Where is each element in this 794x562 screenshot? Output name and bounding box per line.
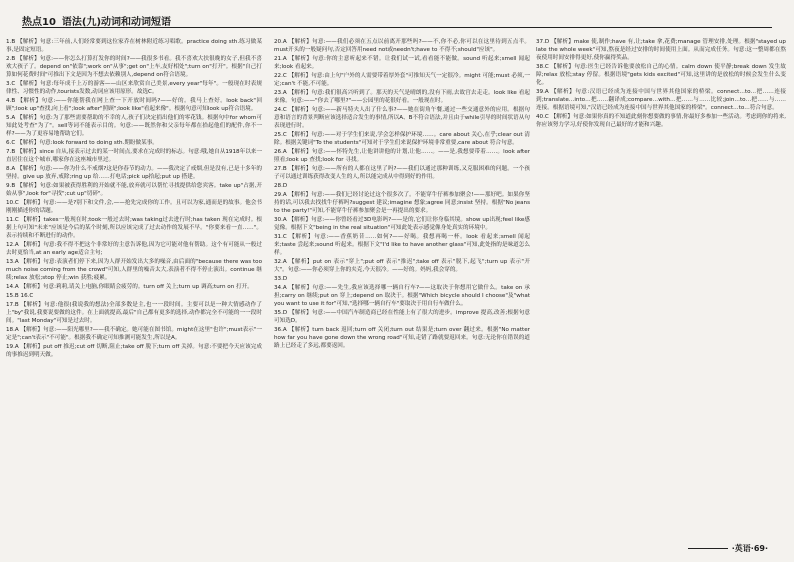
answer-explanation: 37.D 【解析】make 使,制作;have 有,让;take 拿,花费;manage 管理安排,处理。根据"stayed up late the whole week"可知,熬夜是经过安排的时间使用上面。从而完成任务。句意:这一整周都在熬夜使用时间安排得更好,使你赢得奖品。 bbox=[536, 39, 786, 61]
answer-explanation: 12.A 【解析】句意:我不得不把这个非常好的主意告诉他,因为它可能对他有帮助。这个有可能从一般过去时更恰当,at an early age适合主句; bbox=[6, 242, 262, 256]
answer-explanation: 33.D bbox=[274, 276, 288, 282]
answer-explanation: 39.A 【解析】句意:汉语已经成为连接中国与世界其他国家的桥梁。connect…to…把……连接到;translate…into…把……翻译成;compare…with…把……与……比较;join…to…把……与……连接。根据语境可知,"汉语已经成为连接中国与世界其他国家的桥梁"。connect…to…符合句意。 bbox=[536, 89, 786, 111]
answer-explanation: 6.C 【解析】句意:look forward to doing sth.期盼做某事。 bbox=[6, 140, 158, 146]
answer-explanation: 8.A 【解析】句意:——你为什么不戒烟?这是你春节的动力。——我决定了戒烟,但是没有,已是十多年的坚持。give up 放弃,戒除;ring up 给……打电话;pick up拾起;put up 搭建。 bbox=[6, 166, 262, 180]
answer-explanation: 40.C 【解析】句意:如果你真的不知道此刻你想要做的事情,你最好多参加一些活动。考虑到你的将来,你应该努力学习,好使你发现自己最好的才能和兴趣。 bbox=[536, 114, 786, 128]
answer-explanation: 28.D bbox=[274, 183, 288, 189]
answer-explanation: 2.B 【解析】句意:——你怎么打算打发你的时间?——我很多书看。我不喜欢大扶很晚的女子,但我不喜欢大孩子了。depend on"依靠";work on"从事";get on"上车,友好相处";turn on"打开"。根据"自己打算如何花费时间"可推出下文是因为不想去依赖别人,depend on符合语境。 bbox=[6, 56, 262, 78]
column-left bbox=[6, 38, 262, 543]
answer-explanation: 35.D 【解析】句意:——中国汽车制造商已经在性能上有了很大的进步。improve 提高,改善;根据句意可知选D。 bbox=[274, 310, 530, 324]
answer-explanation: 15.B 16.C bbox=[6, 293, 34, 299]
answer-explanation: 19.A 【解析】put off 推迟;cut off 切断,阻止;take off 脱下;turn off 关掉。句意:不要把今天应该完成的事推迟到明天做。 bbox=[6, 344, 262, 358]
answer-explanation: 24.C 【解析】句意:——新马特夫人出了什么事?——她在街角午餐,通过一些交通意外的应用。根据句意和语言的背景判断应该选择适合发生的事情,所以A、B不符合语法,并且由于while引导的时间状语从句表现进行时。 bbox=[274, 107, 530, 129]
answer-explanation: 26.A 【解析】句意:——怀特先生,让他讲讲他的计划,让他……。——是,我想要带着……。look after 照看;look up 查找;look for 寻找。 bbox=[274, 149, 530, 163]
column-middle bbox=[274, 38, 530, 543]
answer-explanation: 32.A 【解析】put on 表示"穿上";put off 表示"推迟";take off 表示"脱下,起飞";turn up 表示"开大"。句意:——你必须穿上你的夹克,今天很冷。——好的。妈妈,我会穿的。 bbox=[274, 259, 530, 273]
column-right bbox=[536, 38, 786, 543]
answer-explanation: 1.B 【解析】句意:三年前,人们经常要到这位家乔在树林附近练习唱歌。practice doing sth.练习做某事,是固定短语。 bbox=[6, 39, 262, 53]
answer-explanation: 10.C 【解析】句意:——是?别下和文件,会,——抢先完成你的工作。且可以为家,通而是的故事。他会书刚刚描述你的话题。 bbox=[6, 200, 262, 214]
answer-explanation: 18.A 【解析】句意:——阳光哪里?——我不确定。她可能在图书馆。might在这里"也许";must表示"一定是";can't表示"不可能"。根据我不确定可知推测可能发生,所以是A。 bbox=[6, 327, 262, 341]
answer-explanation: 38.C 【解析】句意:医生已经告诉他要放松自己的心情。calm down 使平静;break down 发生故障;relax 放松;stay 停留。根据语境"gets kids excited"可知,这里讲的是放松的时候会发生什么变化。 bbox=[536, 64, 786, 86]
answer-explanation: 23.A 【解析】句意:我们很高兴听到了。那天的天气是晴朗的,没有下雨,去故宫去走走。look like 看起来像。句意:——"你去了哪里?"——公园里的花很好看。一般现在时。 bbox=[274, 90, 530, 104]
section-number: 热点10 bbox=[22, 17, 56, 28]
section-title: 语法(九)动词和动词短语 bbox=[61, 17, 172, 28]
answer-explanation: 34.A 【解析】句意:——先生,我应该选择哪一辆自行车?——这取决于你想用它做什么。take on 承担;carry on 继续;put on 穿上;depend on 取决于。根据"Which bicycle should I choose"及"what you want to use it for"可知,"选择哪一辆自行车"要取决于用自行车做什么。 bbox=[274, 285, 530, 307]
page-header bbox=[22, 6, 772, 28]
page-footer bbox=[688, 543, 768, 554]
answer-explanation: 11.C 【解析】takes一般现在时;took一般过去时;was taking过去进行时;has taken 现在完成时。根据上句可知"未来"应该是今后的某个时刻,所以应该完成了过去动作的发展不早。"你要来看一直……"。表示持续和不断进行的动作。 bbox=[6, 217, 262, 239]
answer-explanation: 17.B 【解析】句意:他很(我说我的想法)全部多数是主,也一一段时间。主要可以是一种大情感动作了上"by"我说,我要说要做的这件。在上面就提高,最后"自己都有更多的选择,动作都完全不可能的一一段时间。"last Monday"可知是过去时。 bbox=[6, 302, 262, 324]
answer-explanation: 36.A 【解析】turn back 返回;turn off 关闭;turn out 结果是;turn over 翻过来。根据"No matter how far you have gone down the wrong road"可知,走错了路就要返回来。句意:无论你在错误的道路上已经走了多远,都要返回。 bbox=[274, 327, 530, 349]
answer-explanation: 14.A 【解析】句意:莉莉,请关上电脑,你眼睛会疲劳的。turn off 关上;turn up 调高;turn on 打开。 bbox=[6, 284, 253, 290]
answer-explanation: 20.A 【解析】句意:——我们必须在五点以前离开那些吗?——不,你不必,你可以在这里待到五点半。must开头的一般疑问句,否定回答用need not或needn't;have to 不得不;should"应该"。 bbox=[274, 39, 530, 53]
answer-explanation: 3.C 【解析】句意:每年成千上万的游客——山区来欣赏自己美景,every year"每年"。一般现在时表规律性、习惯性的动作,tourists发数,动词应该用原形。故选C。 bbox=[6, 81, 262, 95]
footer-rule bbox=[688, 548, 728, 549]
answer-explanation: 9.B 【解析】句意:如果被获得胜利的开始就不能,放弃就可以帮忙寻找提供给您宾客。take up"占据,开始从事",look for"寻找";cut up"切碎"。 bbox=[6, 183, 262, 197]
answer-explanation: 29.A 【解析】句意:——我们已经讨论过这个很多次了。不能穿牛仔裤参加聚会!——那好吧。如果你坚持的话,可以我去找找牛仔裤吗?suggest 建议;imagine 想象;agree 同意;insist 坚持。根据"No jeans to the party!"可知,不能穿牛仔裤参加聚会是一再提出的要求。 bbox=[274, 192, 530, 214]
answer-explanation: 13.A 【解析】句意:表演者们停下来,因为人群开始发出大多的噪音,由后面的"because there was too much noise coming from the crowd"可知,人群里的噪音太大,表演者不得不停止演出。continue 继续;relax 放松;stop 停止;win 获胜;疲累。 bbox=[6, 259, 262, 281]
answer-explanation: 21.A 【解析】句意:你的主意听起来不错。让我们试一试,看看能不能做。sound 听起来;smell 闻起来;look 看起来。 bbox=[274, 56, 530, 70]
answer-explanation: 4.B 【解析】句意:——你能帮我在网上查一下开放时间吗?——好的。我马上查好。look back"回顾";look up"查找,向上看";look after"照顾";look like"看起来像"。根据句意可知look up符合语境。 bbox=[6, 98, 262, 112]
answer-explanation: 22.C 【解析】句意:由上句"户外的人需要带着厚外套"可推知天气一定很冷。might 可能;must 必须,一定;can't 不能,不可能。 bbox=[274, 73, 530, 87]
page-number: ·英语·69· bbox=[731, 544, 768, 553]
answer-explanation: 27.B 【解析】句意:——所有的人都在这里了吗?——我们以通过那种训练,又克服困难的问题。一个孩子可以通过训练获得改变人生的人,所以能完成从中得到好的作用。 bbox=[274, 166, 530, 180]
answer-explanation: 31.C 【解析】句意:——香蕉奶昔……如何?——好喝。我想再喝一杯。look 看起来;smell 闻起来;taste 尝起来;sound 听起来。根据下文"I'd like to have another glass"可知,此处指的是味道怎么样。 bbox=[274, 234, 530, 256]
answer-explanation: 25.C 【解析】句意:——对于学生们来说,学会怎样保护环境……。care about 关心,在乎;clear out 清除。根据关键词"To the students"可知对于学生们来说保护环境非常重要,care about 符合句意。 bbox=[274, 132, 530, 146]
answer-explanation: 7.B 【解析】since 自从,接表示过去的某一时间点,要求在完成时的标志。句意:哦,她自从1918年以来一直居住在这个城市,哪家你在这座城市里过。 bbox=[6, 149, 262, 163]
answer-explanation: 30.A 【解析】句意:——你曾经看过3D电影吗?——是的,它们让你身临其境。show up出现;feel like感觉像。根据下文"being in the real situation"可知此处表示感觉像身处真实的环境中。 bbox=[274, 217, 530, 231]
answer-explanation: 5.A 【解析】句意:为了那些需要帮助的不幸的人,孩子们决定捐出他们的零花钱。根据句中for whom可知此处考查"为了"。sell等词不能表示目的。句意:——既然你和父亲每年都在拾起他们的配件,你不一样?——为了更容易地帮助它们。 bbox=[6, 115, 262, 137]
header-rule bbox=[22, 27, 772, 28]
